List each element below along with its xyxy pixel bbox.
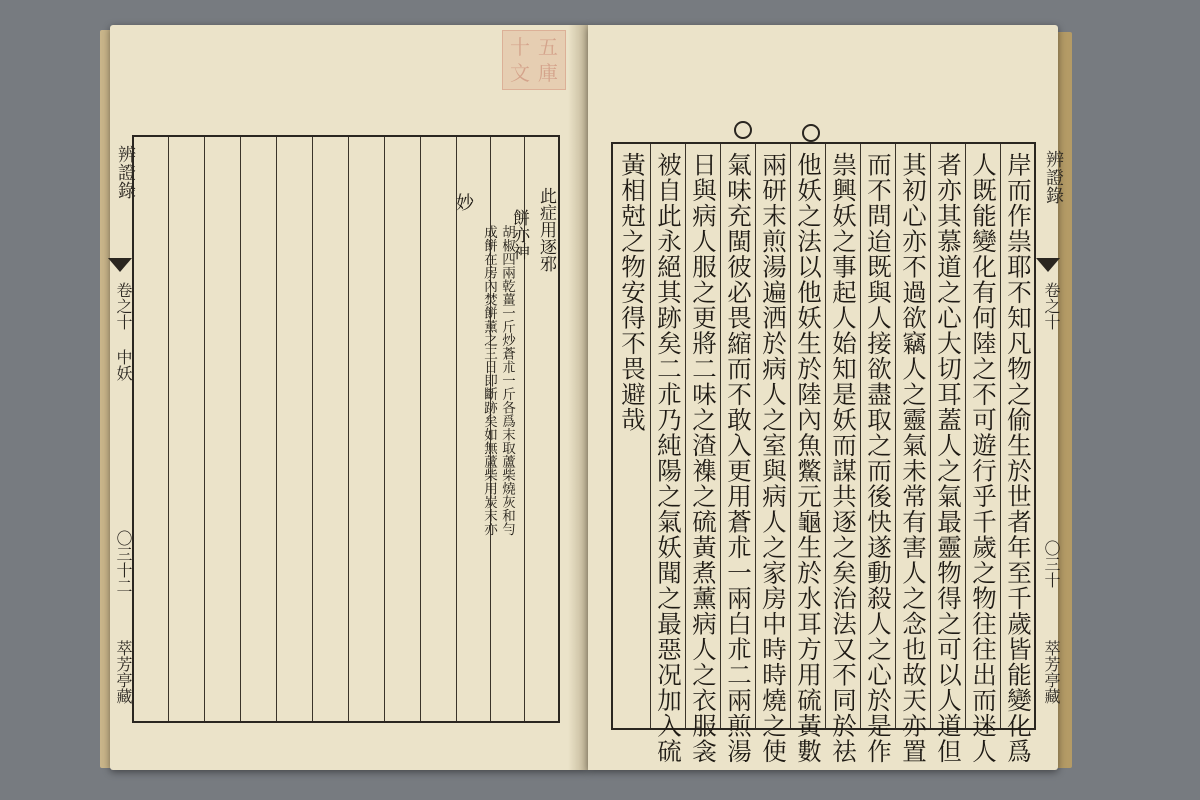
right-text-column: 岸而作祟耶不知凡物之偷生於世者年至千歲皆能變化爲: [1004, 152, 1033, 764]
right-text-column: 他妖之法以他妖生於陸內魚鱉元龜生於水耳方用硫黃數: [794, 152, 823, 764]
left-margin-publisher: 萃芳亭藏: [114, 640, 133, 704]
left-text-column: 餅亦神: [509, 209, 529, 260]
collector-seal: [502, 30, 566, 90]
right-text-column: 者亦其慕道之心大切耳蓋人之氣最靈物得之可以人道但: [934, 152, 963, 764]
punctuation-circle: [734, 121, 752, 139]
left-text-column: 妙: [453, 193, 474, 211]
right-text-column: 被自此永絕其跡矣二朮乃純陽之氣妖聞之最惡况加入硫: [654, 152, 683, 764]
left-text-frame: [132, 135, 560, 723]
right-margin-volume: 卷之十: [1042, 282, 1061, 330]
seal-char: 文: [510, 61, 530, 85]
left-text-column: 胡椒四兩乾薑一斤炒蒼朮一斤各爲末取蘆柴燒灰和勻: [499, 225, 515, 536]
left-margin-title: 辨證錄: [115, 145, 136, 199]
right-text-column: 人既能變化有何陸之不可遊行乎千歲之物往往出而迷人: [969, 152, 998, 764]
right-margin-title: 辨證錄: [1043, 150, 1064, 204]
right-text-column: 氣味充閩彼必畏縮而不敢入更用蒼朮一兩白朮二兩煎湯: [724, 152, 753, 764]
right-text-column: 黃相尅之物安得不畏避哉: [618, 152, 647, 433]
seal-char: 庫: [538, 61, 558, 85]
left-text-column: 此症用逐邪: [536, 187, 556, 272]
right-text-column: 而不問迨既與人接欲盡取之而後快遂動殺人之心於是作: [864, 152, 893, 764]
right-text-column: 兩研末煎湯遍洒於病人之室與病人之家房中時時燒之使: [759, 152, 788, 764]
left-margin-page: 〇三十二: [114, 530, 133, 594]
punctuation-circle: [802, 124, 820, 142]
left-margin-volume: 卷之十 中妖: [114, 282, 133, 381]
right-text-column: 祟興妖之事起人始知是妖而謀共逐之矣治法又不同於祛: [829, 152, 858, 764]
right-fishtail-mark: [1036, 258, 1060, 272]
seal-char: 十: [510, 35, 530, 59]
right-margin-publisher: 萃芳亭藏: [1042, 640, 1061, 704]
left-text-column: 成餅在房內焚餅薰之三日即斷跡矣如無蘆柴用炭末亦: [481, 225, 497, 536]
right-margin-page: 〇三十: [1042, 540, 1061, 588]
right-text-column: 其初心亦不過欲竊人之靈氣未常有害人之念也故天亦置: [899, 152, 928, 764]
seal-char: 五: [538, 35, 558, 59]
left-fishtail-mark: [108, 258, 132, 272]
right-text-column: 日與病人服之更將二味之渣襍之硫黃煮薰病人之衣服衾: [689, 152, 718, 764]
right-text-frame: [611, 142, 1036, 764]
